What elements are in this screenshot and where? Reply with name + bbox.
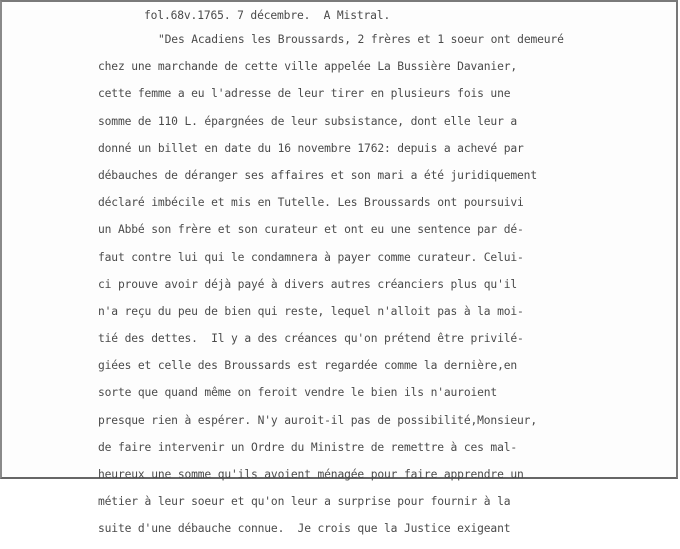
text-line: somme de 110 L. épargnées de leur subsistance, dont elle leur a (98, 114, 518, 128)
text-line: cette femme a eu l'adresse de leur tirer en plusieurs fois une (98, 87, 511, 101)
text-line: de faire intervenir un Ordre du Ministre de remettre à ces mal- (98, 440, 518, 454)
text-line: "Des Acadiens les Broussards, 2 frères et 1 soeur ont demeuré (158, 33, 564, 46)
folio-header: fol.68v.1765. 7 décembre. A Mistral. (144, 9, 391, 22)
text-line: ci prouve avoir déjà payé à divers autres créanciers plus qu'il (98, 277, 518, 291)
text-line: suite d'une débauche connue. Je crois que la Justice exigeant (98, 522, 511, 536)
text-line: métier à leur soeur et qu'on leur a surprise pour fournir à la (98, 495, 511, 509)
text-line: presque rien à espérer. N'y auroit-il pas de possibilité,Monsieur, (98, 413, 537, 427)
text-line: heureux une somme qu'ils avoient ménagée pour faire apprendre un (98, 468, 524, 481)
text-line: débauches de déranger ses affaires et son mari a été juridiquement (98, 168, 537, 182)
text-line: giées et celle des Broussards est regardée comme la dernière,en (98, 359, 518, 373)
text-line: donné un billet en date du 16 novembre 1762: depuis a achevé par (98, 141, 524, 155)
text-line: faut contre lui qui le condamnera à payer comme curateur. Celui- (98, 250, 524, 264)
text-line: un Abbé son frère et son curateur et ont eu une sentence par dé- (98, 223, 524, 237)
text-line: déclaré imbécile et mis en Tutelle. Les Broussards ont poursuivi (98, 196, 524, 210)
text-line: chez une marchande de cette ville appelée La Bussière Davanier, (98, 60, 518, 74)
text-line: n'a reçu du peu de bien qui reste, lequel n'alloit pas à la moi- (98, 304, 524, 318)
text-line: tié des dettes. Il y a des créances qu'on prétend être privilé- (98, 332, 524, 346)
text-line: sorte que quand même on feroit vendre le bien ils n'auroient (98, 386, 498, 400)
document-body (98, 32, 564, 549)
